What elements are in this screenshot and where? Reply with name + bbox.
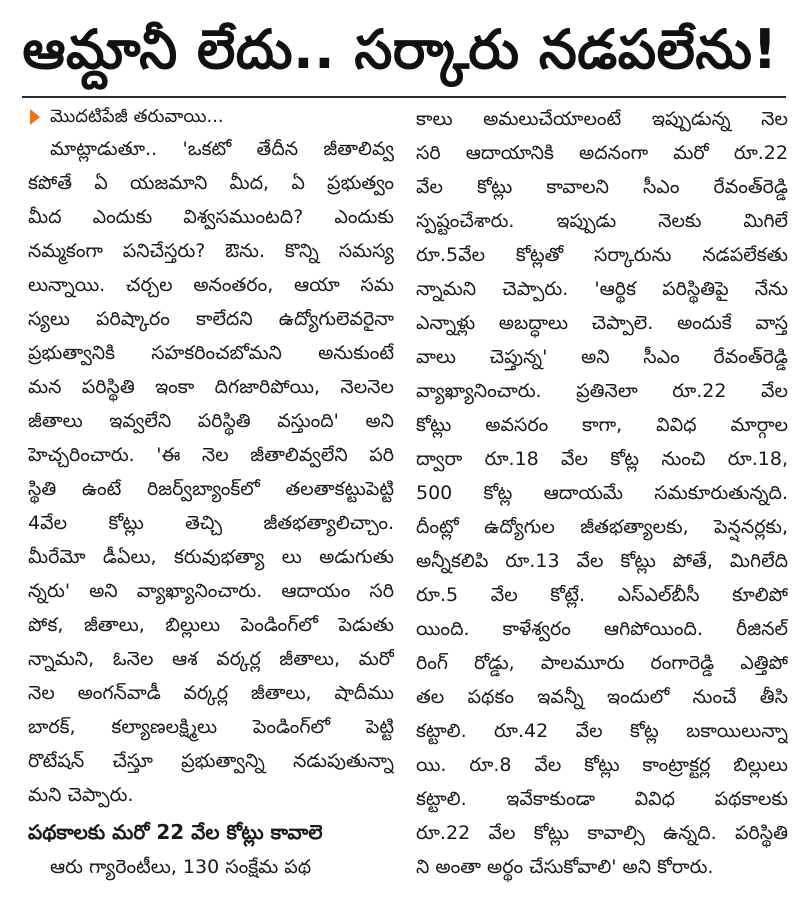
text-line: వాలు చెప్తున్న' అని సీఎం రేవంత్‌రెడ్డి <box>416 346 788 368</box>
text-line: లున్నాయి. చర్చల అనంతరం, ఆయా సమ <box>28 274 394 296</box>
text-line: జీతాలు ఇవ్వలేని పరిస్థితి వస్తుంది' అని <box>28 410 394 432</box>
text-line: రొటేషన్ చేస్తూ ప్రభుత్వాన్ని నడుపుతున్నా <box>28 750 394 772</box>
text-line: 500 కోట్ల ఆదాయమే సమకూరుతున్నది. <box>416 482 788 504</box>
text-line: వేల కోట్లు కావాలని సీఎం రేవంత్‌రెడ్డి <box>416 176 788 198</box>
text-line: పోక, జీతాలు, బిల్లులు పెండింగ్‌లో పెడుతు <box>28 614 394 636</box>
text-line: అన్నీకలిపి రూ.13 వేల కోట్లు పోతే, మిగిలేది <box>416 550 788 572</box>
chevron-right-icon <box>30 109 40 125</box>
text-line: బారక్, కల్యాణలక్ష్మిలు పెండింగ్‌లో పెట్టి <box>28 716 394 738</box>
text-line: ఎన్నాళ్లు అబద్ధాలు చెప్పాలె. అందుకే వాస్త <box>416 312 788 334</box>
headline-divider <box>22 96 786 98</box>
left-column <box>28 102 394 884</box>
text-line: న్నామని, ఓనెల ఆశ వర్కర్ల జీతాలు, మరో <box>28 648 394 670</box>
subheading: పథకాలకు మరో 22 వేల కోట్లు కావాలె <box>28 820 323 844</box>
text-line: కోట్లు అవసరం కాగా, వివిధ మార్గాల <box>416 414 788 436</box>
text-line: కట్టాలి. రూ.42 వేల కోట్ల బకాయిలున్నా <box>416 720 788 742</box>
text-line: స్థితి ఉంటే రిజర్వ్‌బ్యాంక్‌లో తలతాకట్టుపెట్టి <box>28 478 394 500</box>
text-line: నెల అంగన్‌వాడీ వర్కర్ల జీతాలు, షాదీము <box>28 682 394 704</box>
text-line: 4వేల కోట్లు తెచ్చి జీతభత్యాలిచ్చాం. <box>28 512 394 534</box>
text-line: కపోతే ఏ యజమాని మీద, ఏ ప్రభుత్వం <box>28 172 394 194</box>
text-line: మీరేమో డీఏలు, కరువుభత్యా లు అడుగుతు <box>28 546 394 568</box>
text-line: కట్టాలి. ఇవేకాకుండా వివిధ పథకాలకు <box>416 788 788 810</box>
left-column-body <box>28 132 394 812</box>
text-line: స్యలు పరిష్కారం కాలేదని ఉద్యోగులెవరైనా <box>28 308 394 330</box>
text-line: యింది. కాళేశ్వరం ఆగిపోయింది. రీజినల్ <box>416 618 788 640</box>
text-line: ద్వారా రూ.18 వేల కోట్ల నుంచి రూ.18, <box>416 448 788 470</box>
text-line: దీంట్లో ఉద్యోగుల జీతభత్యాలకు, పెన్షనర్లకు, <box>416 516 788 538</box>
text-line: యి. రూ.8 వేల కోట్లు కాంట్రాక్టర్ల బిల్లులు <box>416 754 788 776</box>
text-line: రింగ్ రోడ్డు, పాలమూరు రంగారెడ్డి ఎత్తిపో <box>416 652 788 674</box>
right-column <box>416 102 788 884</box>
text-line: నమ్మకంగా పనిచేస్తరు? ఔను. కొన్ని సమస్య <box>28 240 394 262</box>
text-line: కాలు అమలుచేయాలంటే ఇప్పుడున్న నెల <box>416 108 788 130</box>
text-line: మన పరిస్థితి ఇంకా దిగజారిపోయి, నెలనెల <box>28 376 394 398</box>
text-line: హెచ్చరించారు. 'ఈ నెల జీతాలివ్వలేని పరి <box>28 444 394 466</box>
continuation-label: మొదటిపేజీ తరువాయి... <box>50 106 224 127</box>
text-line: రూ.5 వేల కోట్లే. ఎస్ఎల్‌బీసీ కూలిపో <box>416 584 788 606</box>
continuation-kicker <box>28 102 394 132</box>
text-line: రూ.22 వేల కోట్లు కావాల్సి ఉన్నది. పరిస్థితి <box>416 822 788 844</box>
article-headline: ఆమ్దానీ లేదు.. సర్కారు నడపలేను! <box>22 18 778 81</box>
text-line: రూ.5వేల కోట్లతో సర్కారును నడపలేకతు <box>416 244 788 266</box>
text-line: న్నరు' అని వ్యాఖ్యానించారు. ఆదాయం సరి <box>28 580 394 602</box>
text-line: సరి ఆదాయానికి అదనంగా మరో రూ.22 <box>416 142 788 164</box>
text-line: వ్యాఖ్యానించారు. ప్రతినెలా రూ.22 వేల <box>416 380 788 402</box>
text-line: స్పష్టంచేశారు. ఇప్పుడు నెలకు మిగిలే <box>416 210 788 232</box>
text-line: ప్రభుత్వానికి సహకరించబోమని అనుకుంటే <box>28 342 394 364</box>
text-line: మని చెప్పారు. <box>28 784 134 806</box>
text-line: ని అంతా అర్థం చేసుకోవాలి' అని కోరారు. <box>416 856 714 878</box>
left-column-tail: ఆరు గ్యారెంటీలు, 130 సంక్షేమ పథ <box>50 856 312 878</box>
text-line: మీద ఎందుకు విశ్వసముంటది? ఎందుకు <box>28 206 394 228</box>
text-line: మాట్లాడుతూ.. 'ఒకటో తేదీన జీతాలివ్వ <box>50 138 394 160</box>
text-line: తల పథకం ఇవన్నీ ఇందులో నుంచే తీసి <box>416 686 788 708</box>
right-column-body <box>416 102 788 884</box>
text-line: న్నామని చెప్పారు. 'ఆర్థిక పరిస్థితిపై నేను <box>416 278 788 300</box>
